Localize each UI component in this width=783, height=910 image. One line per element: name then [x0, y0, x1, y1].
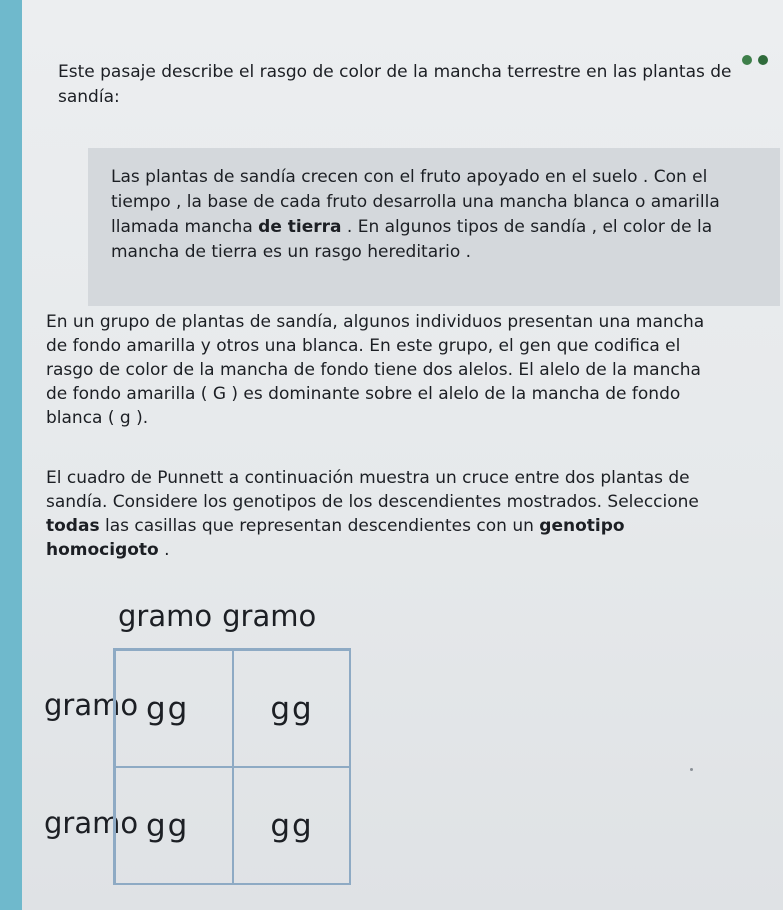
question-context-paragraph: En un grupo de plantas de sandía, algunos individuos presentan una mancha de fondo amarilla y otros una blanca. En este grupo, el gen que codifica el rasgo de color de la mancha de fondo tiene dos alelos. El alelo de la mancha de fondo amarilla ( G ) es dominante sobre el alelo de la mancha de fondo blanca ( g ). — [46, 312, 705, 428]
instruction-text-a: El cuadro de Punnett a continuación muestra un cruce entre dos plantas de sandía. Considere los genotipos de los descendientes mostrados. Seleccione — [46, 468, 699, 512]
punnett-row-header-2: gramo — [44, 806, 139, 840]
punnett-square — [113, 648, 351, 885]
instruction-text-c: . — [158, 540, 170, 560]
punnett-col-header-1: gramo — [118, 599, 213, 633]
passage-text — [111, 165, 761, 265]
punnett-cell-1-1[interactable]: gg — [115, 650, 233, 767]
punnett-cell-1-2[interactable]: gg — [233, 650, 351, 767]
instruction-bold-todas: todas — [46, 516, 100, 536]
instruction-text-b: las casillas que representan descendientes con un — [99, 516, 540, 536]
punnett-row-header-1: gramo — [44, 688, 139, 722]
left-edge-band — [0, 0, 22, 910]
passage-text-b: . En algunos tipos de sandía , el color de la mancha de tierra es un rasgo hereditario . — [111, 217, 713, 262]
passage-bold-term: de tierra — [258, 217, 342, 237]
instruction-bold-genotype: genotipo homocigoto — [46, 516, 625, 560]
punnett-cell-2-1[interactable]: gg — [115, 767, 233, 885]
punnett-column-headers — [118, 599, 358, 633]
punnett-cell-2-2[interactable]: gg — [233, 767, 351, 885]
intro-text: Este pasaje describe el rasgo de color de la mancha terrestre en las plantas de sandía: — [58, 62, 732, 107]
stray-mark — [690, 768, 693, 771]
question-instruction-paragraph — [46, 466, 771, 562]
passage-text-a: Las plantas de sandía crecen con el fruto apoyado en el suelo . Con el tiempo , la base de cada fruto desarrolla una mancha blanca o amarilla llamada mancha — [111, 167, 720, 237]
punnett-col-header-2: gramo — [222, 599, 317, 633]
